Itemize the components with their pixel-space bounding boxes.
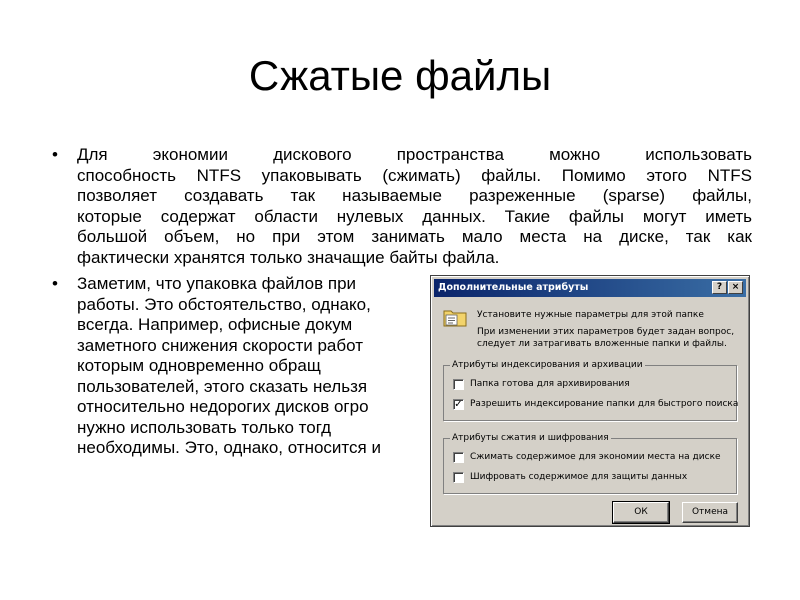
archive-checkbox[interactable] bbox=[453, 379, 464, 390]
group-legend: Атрибуты индексирования и архивации bbox=[452, 360, 643, 370]
folder-properties-icon bbox=[443, 306, 467, 328]
text-line: относительно недорогих дисков огро bbox=[77, 397, 369, 416]
text-line: пользователей, этого сказать нельзя bbox=[77, 376, 368, 396]
close-button[interactable]: × bbox=[728, 281, 743, 294]
slide-title: Сжатые файлы bbox=[248, 52, 552, 99]
text-line: позволяет создавать так называемые разреженные (sparse) файлы, bbox=[77, 186, 752, 205]
text-line: работы. Это обстоятельство, однако, bbox=[77, 294, 371, 314]
compress-encrypt-group bbox=[443, 433, 737, 494]
bullet-1 bbox=[52, 145, 752, 268]
dialog-titlebar[interactable] bbox=[434, 279, 746, 297]
bullet-dot: • bbox=[52, 274, 58, 293]
checkbox-label: Шифровать содержимое для защиты данных bbox=[470, 472, 688, 482]
checkbox-label: Сжимать содержимое для экономии места на диске bbox=[470, 452, 721, 462]
text-line: нужно использовать только тогд bbox=[77, 417, 332, 437]
ok-button[interactable]: ОК bbox=[613, 502, 669, 523]
text-line: заметного снижения скорости работ bbox=[77, 335, 363, 355]
advanced-attributes-dialog bbox=[430, 275, 750, 527]
index-archive-group bbox=[443, 360, 739, 421]
index-checkbox[interactable]: ✓ bbox=[454, 399, 463, 410]
text-line: которым одновременно обращ bbox=[77, 356, 321, 375]
dialog-intro-text: Установите нужные параметры для этой папке bbox=[477, 310, 704, 320]
dialog-intro-note: При изменении этих параметров будет задан вопрос, следует ли затрагивать вложенные папки и файлы. bbox=[477, 327, 735, 349]
text-line: Для экономии дискового пространства можно использовать bbox=[77, 145, 752, 164]
bullet-dot: • bbox=[52, 145, 58, 164]
text-line: способность NTFS упаковывать (сжимать) файлы. Помимо этого NTFS bbox=[77, 165, 752, 185]
compress-checkbox[interactable] bbox=[453, 452, 464, 463]
text-line: которые содержат области нулевых данных. Такие файлы могут иметь bbox=[77, 206, 752, 226]
text-line: Заметим, что упаковка файлов при bbox=[77, 274, 357, 293]
text-line: всегда. Например, офисные докум bbox=[77, 315, 353, 334]
help-button[interactable]: ? bbox=[712, 281, 727, 294]
encrypt-checkbox[interactable] bbox=[453, 472, 464, 483]
checkbox-label: Разрешить индексирование папки для быстрого поиска bbox=[470, 399, 739, 409]
group-legend: Атрибуты сжатия и шифрования bbox=[452, 433, 609, 443]
checkbox-label: Папка готова для архивирования bbox=[470, 379, 630, 389]
cancel-button[interactable]: Отмена bbox=[682, 502, 738, 523]
dialog-title: Дополнительные атрибуты bbox=[438, 282, 589, 293]
text-line: большой объем, но при этом занимать мало места на диске, так как bbox=[77, 227, 752, 246]
text-line: фактически хранятся только значащие байты файла. bbox=[77, 247, 500, 267]
text-line: необходимы. Это, однако, относится и bbox=[77, 438, 381, 457]
